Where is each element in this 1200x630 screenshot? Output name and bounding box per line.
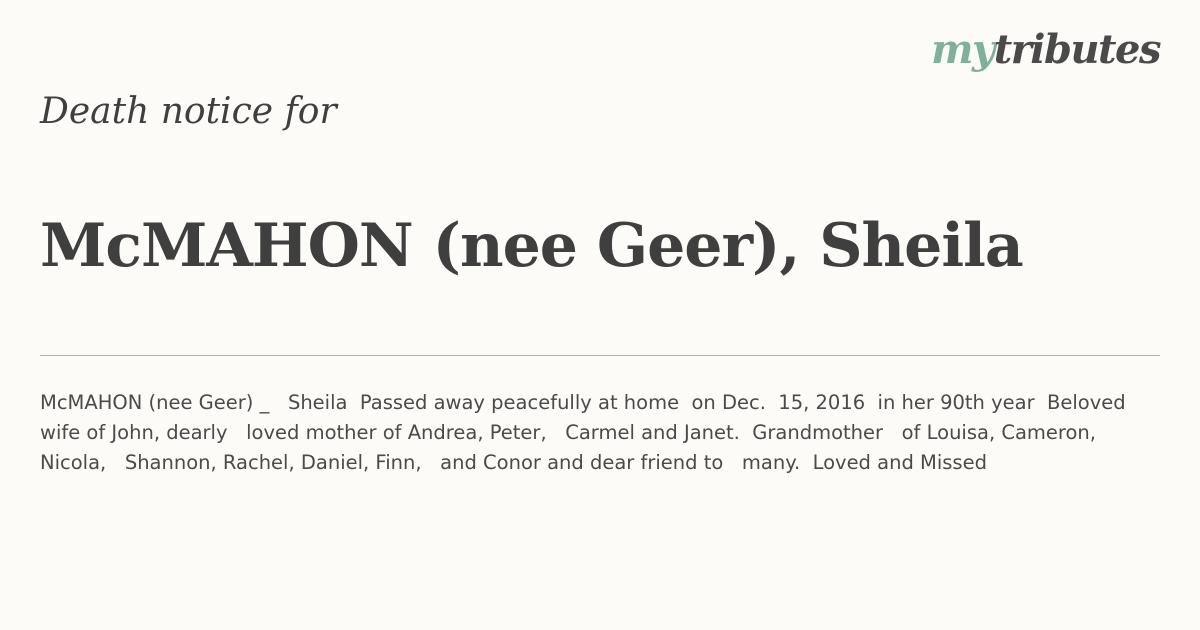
notice-body-text: McMAHON (nee Geer) _ Sheila Passed away peacefully at home on Dec. 15, 2016 in her 90th year Beloved wife of John, dearly loved mother of Andrea, Peter, Carmel and Janet. Grandmother of Louisa, Cameron, Nicola, Shannon, Rachel, Daniel, Finn, and Conor and dear friend to many. Loved and Missed <box>40 391 1132 474</box>
logo-my-text: my <box>931 26 994 73</box>
mytributes-logo[interactable] <box>931 26 1160 73</box>
logo-tributes-text: tributes <box>993 26 1160 73</box>
section-divider <box>40 355 1160 356</box>
deceased-name-heading: McMAHON (nee Geer), Sheila <box>40 211 1023 281</box>
death-notice-label: Death notice for <box>40 91 337 132</box>
